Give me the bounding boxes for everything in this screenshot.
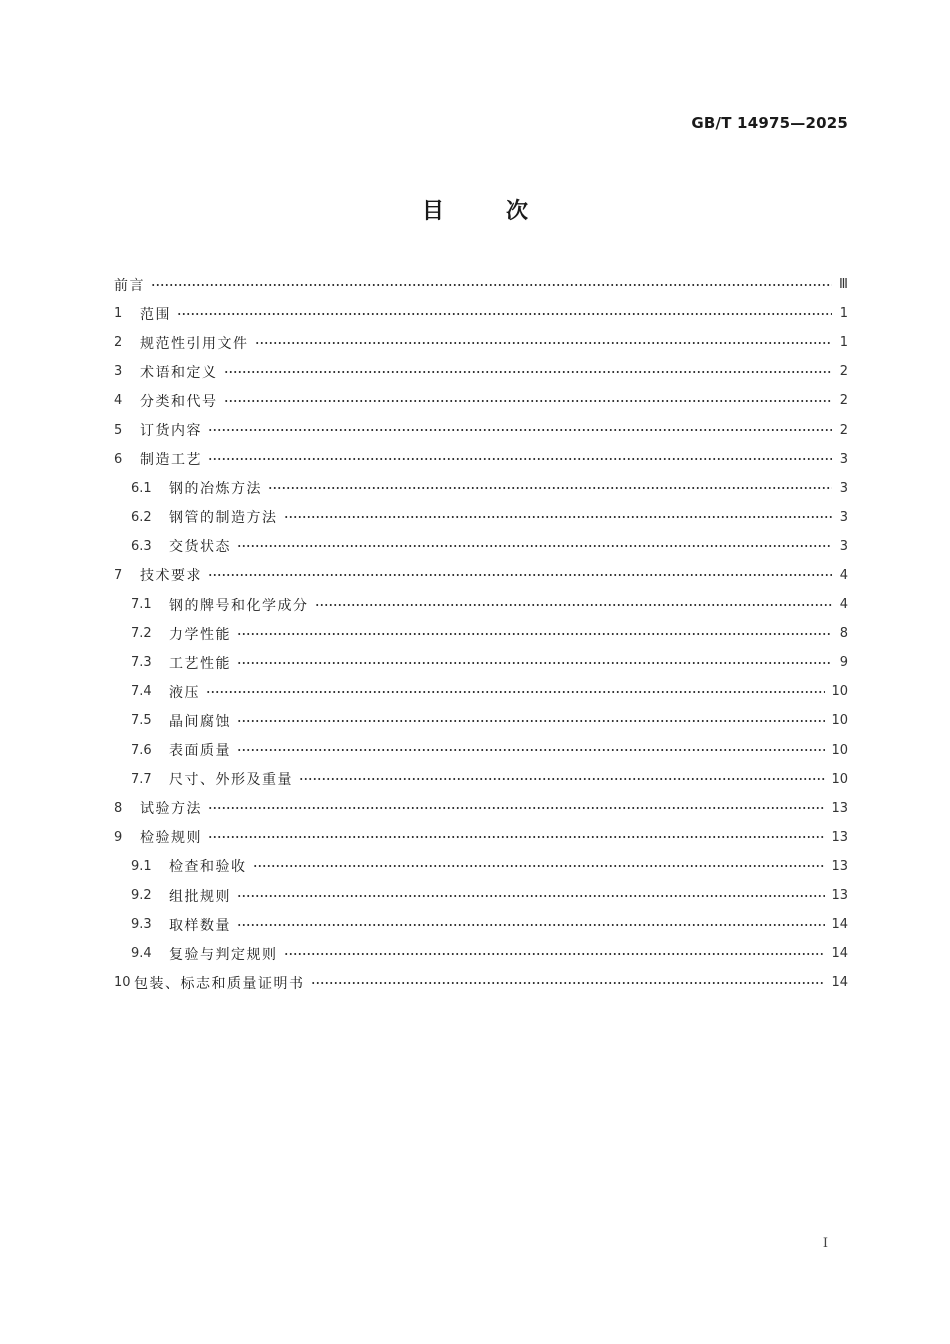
dot-leader bbox=[284, 949, 826, 959]
toc-page-number: 13 bbox=[831, 858, 848, 874]
toc-label: 工艺性能 bbox=[169, 655, 231, 672]
dot-leader bbox=[284, 512, 833, 522]
dot-leader bbox=[208, 832, 825, 842]
toc-number: 9.1 bbox=[131, 858, 152, 874]
toc-entry-9-1[interactable] bbox=[114, 852, 848, 881]
toc-entry-3[interactable] bbox=[114, 357, 848, 386]
toc-page-number: 1 bbox=[839, 335, 848, 351]
toc-label: 试验方法 bbox=[140, 801, 202, 818]
toc-page-number: 3 bbox=[839, 451, 848, 467]
toc-number: 6.3 bbox=[131, 538, 152, 554]
toc-label: 范围 bbox=[140, 306, 171, 323]
toc-number: 5 bbox=[114, 422, 123, 438]
toc-entry-9-2[interactable] bbox=[114, 881, 848, 910]
toc-label: 交货状态 bbox=[169, 539, 231, 556]
page-title: 目次 bbox=[421, 199, 590, 224]
toc-number: 8 bbox=[114, 800, 123, 816]
toc-page-number: 13 bbox=[831, 829, 848, 845]
toc-label: 表面质量 bbox=[169, 743, 231, 760]
toc-page-number: 14 bbox=[831, 946, 848, 962]
toc-page-number: 2 bbox=[839, 422, 848, 438]
toc-number: 7.3 bbox=[131, 655, 152, 671]
toc-entry-7-3[interactable] bbox=[114, 648, 848, 677]
dot-leader bbox=[206, 687, 825, 697]
toc-page-number: 14 bbox=[831, 917, 848, 933]
toc-entry-7-4[interactable] bbox=[114, 677, 848, 706]
toc-label: 检验规则 bbox=[140, 830, 202, 847]
toc-entry-6-3[interactable] bbox=[114, 532, 848, 561]
toc-page-number: 14 bbox=[831, 975, 848, 991]
toc-page-number: 3 bbox=[839, 509, 848, 525]
toc-number: 7.2 bbox=[131, 626, 152, 642]
dot-leader bbox=[208, 425, 832, 435]
dot-leader bbox=[237, 658, 832, 668]
dot-leader bbox=[253, 861, 826, 871]
toc-page-number: 13 bbox=[831, 888, 848, 904]
toc-entry-5[interactable] bbox=[114, 415, 848, 444]
toc-entry-9[interactable] bbox=[114, 823, 848, 852]
dot-leader bbox=[177, 309, 832, 319]
toc-number: 1 bbox=[114, 306, 123, 322]
toc-number: 7.5 bbox=[131, 713, 152, 729]
toc-number: 9.2 bbox=[131, 888, 152, 904]
footer-page-number: I bbox=[822, 1236, 828, 1251]
toc-entry-foreword[interactable] bbox=[114, 270, 848, 299]
toc-label: 力学性能 bbox=[169, 626, 231, 643]
toc-entry-9-4[interactable] bbox=[114, 939, 848, 968]
toc-page-number: 10 bbox=[831, 742, 848, 758]
toc-label: 取样数量 bbox=[169, 917, 231, 934]
toc-entry-7-2[interactable] bbox=[114, 619, 848, 648]
dot-leader bbox=[208, 570, 832, 580]
toc-label: 复验与判定规则 bbox=[169, 946, 278, 963]
toc-label: 钢管的制造方法 bbox=[169, 510, 278, 527]
toc-number: 4 bbox=[114, 393, 123, 409]
toc-entry-2[interactable] bbox=[114, 328, 848, 357]
dot-leader bbox=[268, 483, 832, 493]
toc-number: 7 bbox=[114, 567, 123, 583]
toc-page-number: 4 bbox=[839, 567, 848, 583]
toc-number: 3 bbox=[114, 364, 123, 380]
dot-leader bbox=[237, 629, 832, 639]
toc-entry-8[interactable] bbox=[114, 794, 848, 823]
toc-number: 7.4 bbox=[131, 684, 152, 700]
toc-label: 组批规则 bbox=[169, 888, 231, 905]
toc-label: 制造工艺 bbox=[140, 452, 202, 469]
toc-label: 液压 bbox=[169, 684, 200, 701]
toc-entry-7-7[interactable] bbox=[114, 765, 848, 794]
toc-number: 9.4 bbox=[131, 946, 152, 962]
dot-leader bbox=[224, 367, 833, 377]
toc-page-number: 9 bbox=[839, 655, 848, 671]
toc-number: 9.3 bbox=[131, 917, 152, 933]
toc-page-number: 10 bbox=[831, 684, 848, 700]
dot-leader bbox=[237, 716, 825, 726]
toc-number: 7.6 bbox=[131, 742, 152, 758]
dot-leader bbox=[237, 745, 825, 755]
dot-leader bbox=[255, 338, 833, 348]
toc-entry-7-6[interactable] bbox=[114, 736, 848, 765]
toc-entry-9-3[interactable] bbox=[114, 910, 848, 939]
toc-page-number: 13 bbox=[831, 800, 848, 816]
toc-entry-7-5[interactable] bbox=[114, 706, 848, 735]
dot-leader bbox=[151, 280, 832, 290]
toc-page-number: 8 bbox=[839, 626, 848, 642]
toc-label: 术语和定义 bbox=[140, 364, 218, 381]
toc-label: 订货内容 bbox=[140, 423, 202, 440]
toc-page-number: 10 bbox=[831, 771, 848, 787]
toc-number: 10 bbox=[114, 975, 131, 991]
toc-number: 7.7 bbox=[131, 771, 152, 787]
toc-number: 6.1 bbox=[131, 480, 152, 496]
toc-label: 前言 bbox=[114, 277, 145, 294]
toc-label: 包装、标志和质量证明书 bbox=[134, 975, 305, 992]
dot-leader bbox=[311, 978, 826, 988]
toc-page-number: 1 bbox=[839, 306, 848, 322]
dot-leader bbox=[224, 396, 833, 406]
toc-entry-7-1[interactable] bbox=[114, 590, 848, 619]
toc-label: 晶间腐蚀 bbox=[169, 713, 231, 730]
toc-label: 技术要求 bbox=[140, 568, 202, 585]
toc-entry-6-2[interactable] bbox=[114, 503, 848, 532]
toc-label: 尺寸、外形及重量 bbox=[169, 772, 293, 789]
toc-entry-6[interactable] bbox=[114, 445, 848, 474]
toc-page-number: 2 bbox=[839, 364, 848, 380]
dot-leader bbox=[315, 600, 833, 610]
standard-number: GB/T 14975—2025 bbox=[691, 114, 848, 132]
toc-label: 钢的牌号和化学成分 bbox=[169, 597, 309, 614]
dot-leader bbox=[237, 541, 832, 551]
toc-entry-1[interactable] bbox=[114, 299, 848, 328]
toc-label: 钢的冶炼方法 bbox=[169, 481, 262, 498]
dot-leader bbox=[208, 454, 832, 464]
toc-entry-4[interactable] bbox=[114, 386, 848, 415]
toc-label: 规范性引用文件 bbox=[140, 335, 249, 352]
toc-entry-10[interactable] bbox=[114, 968, 848, 997]
toc-page-number: 3 bbox=[839, 538, 848, 554]
toc-entry-7[interactable] bbox=[114, 561, 848, 590]
toc-page-number: 10 bbox=[831, 713, 848, 729]
dot-leader bbox=[299, 774, 825, 784]
dot-leader bbox=[208, 803, 825, 813]
toc-page-number: 3 bbox=[839, 480, 848, 496]
toc-page-number: Ⅲ bbox=[839, 277, 848, 293]
dot-leader bbox=[237, 891, 825, 901]
toc-entry-6-1[interactable] bbox=[114, 474, 848, 503]
toc-label: 分类和代号 bbox=[140, 393, 218, 410]
toc-page-number: 4 bbox=[839, 597, 848, 613]
toc-label: 检查和验收 bbox=[169, 859, 247, 876]
toc-number: 9 bbox=[114, 829, 123, 845]
toc-number: 6.2 bbox=[131, 509, 152, 525]
toc-number: 6 bbox=[114, 451, 123, 467]
table-of-contents bbox=[114, 270, 848, 997]
toc-number: 2 bbox=[114, 335, 123, 351]
toc-page-number: 2 bbox=[839, 393, 848, 409]
toc-number: 7.1 bbox=[131, 597, 152, 613]
dot-leader bbox=[237, 920, 825, 930]
